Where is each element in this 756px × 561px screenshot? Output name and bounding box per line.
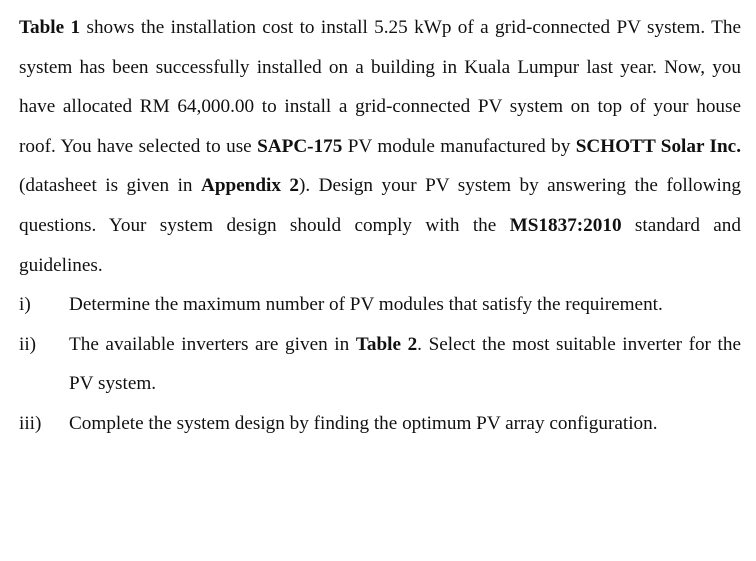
question-text-part: The available inverters are given in [69,333,356,355]
intro-paragraph [19,8,741,285]
document-page [19,8,741,444]
question-item [19,285,741,325]
question-item [19,404,741,444]
question-text [69,325,741,404]
standard-ref: MS1837:2010 [509,214,622,236]
intro-text-3: (datasheet is given in [19,175,201,197]
intro-text-1: shows the installation cost to install 5.25 kWp of a grid-connected PV system. The system has been successfully installed on a building in Kuala Lumpur last year. Now, you have allocated RM 64,000.00 to install a grid-connected PV system on top of your house roof. You have selected to use [19,17,741,157]
question-number: ii) [19,333,37,355]
question-number: i) [19,294,31,316]
question-number: iii) [19,412,42,434]
table-1-ref: Table 1 [19,17,81,38]
appendix-ref: Appendix 2 [200,175,300,197]
intro-text-2: PV module manufactured by [342,135,576,157]
manufacturer-name: SCHOTT Solar Inc. [575,135,742,157]
intro-text-4: ). Design your PV system by answering the following questions. Your system design should comply with the [19,175,742,236]
question-text [69,404,741,444]
module-model: SAPC-175 [257,135,343,157]
question-text-part: Determine the maximum number of PV modules that satisfy the requirement. [69,294,663,316]
table-2-ref: Table 2 [355,333,418,355]
question-item [19,325,741,404]
intro-text-5: standard and guidelines. [19,214,741,276]
question-text [69,285,741,325]
question-text-part: Complete the system design by finding the optimum PV array configuration. [69,412,658,434]
question-text-part: . Select the most suitable inverter for the PV system. [69,333,741,395]
